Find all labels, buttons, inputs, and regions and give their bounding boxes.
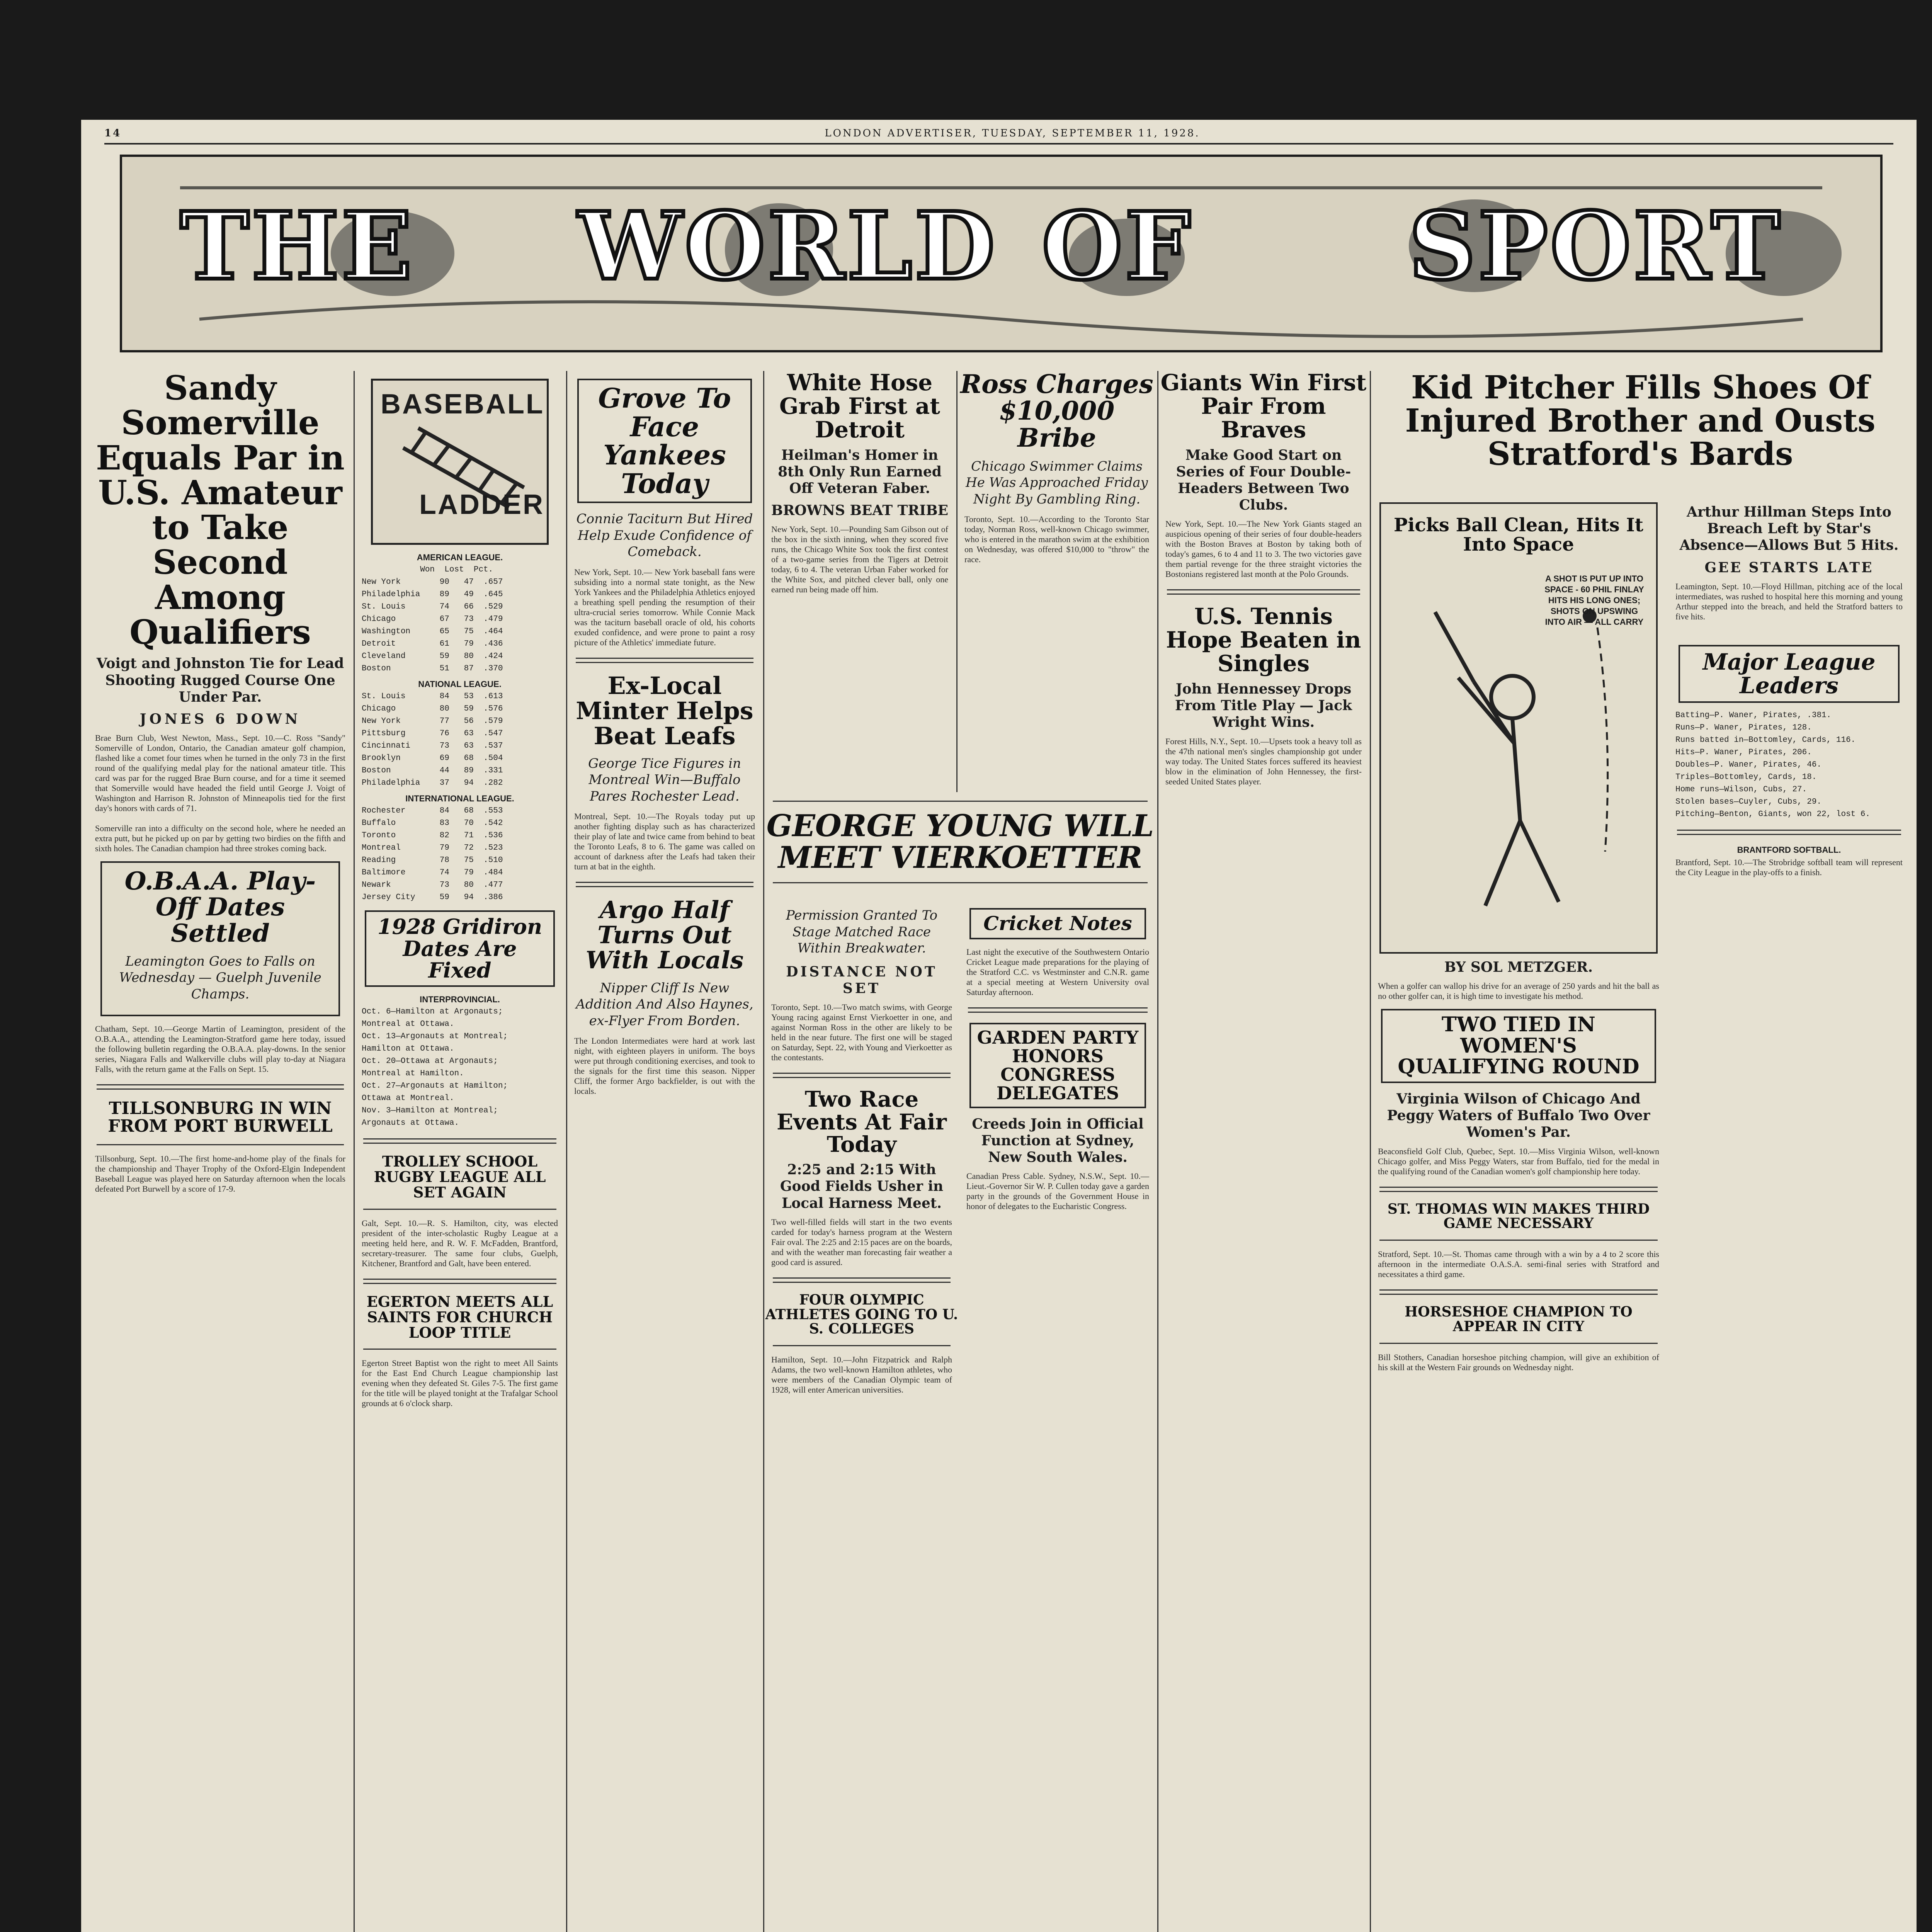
leader-row: Doubles—P. Waner, Pirates, 46. [1675,760,1822,769]
story-two-race: Two well-filled fields will start in the two events carded for today's harness program at the Western Fair oval. The 2:25 and 2:15 paces are on the boards, and with the weather man forecasting fair weather a good card is assured. [771,1217,954,1267]
page-number: 14 [104,128,122,139]
story-trolley: Galt, Sept. 10.—R. S. Hamilton, city, was elected president of the inter-scholastic Rugby League at a meeting held here, and R. W. F. McFadden, Brantford, secretary-treasurer. The same four clubs, Guelph, Kitchener, Brantford and Galt, have been entered. [362,1218,560,1268]
story-st-thomas: Stratford, Sept. 10.—St. Thomas came through with a win by a 4 to 2 score this afternoon in the intermediate O.A.S.A. semi-final series with Stratford and necessitates a third game. [1378,1249,1662,1279]
cartoon-note: A SHOT IS PUT UP INTO SPACE - 60 PHIL FINLAY HITS HIS LONG ONES; SHOTS ON UPSWING INTO AIR — ALL CARRY [1544,574,1644,627]
headline-white-hose: White Hose Grab First at Detroit [779,371,940,443]
schedule-row: Hamilton at Ottawa. [362,1044,454,1054]
story-hillman: Leamington, Sept. 10.—Floyd Hillman, pitching ace of the local intermediates, was rushed to hospital here this morning and young Arthur stepped into the breach, and held the Stratford batters to five hits. [1675,581,1905,621]
story-somerville: Brae Burn Club, West Newton, Mass., Sept. 10.—C. Ross "Sandy" Somerville of London, Ontario, the Canadian amateur golf champion, flashed like a comet four times when he turned in the only 73 in the first round of the qualifying medal play for the national amateur title. This card was par for the rugged Brae Burn course, and for a time it seemed that Somerville would have headed the field until George J. Voigt of Washington and Harrison R. Johnston of Minneapolis tied for the first day's honors with cards of 71. Somerville ran into a difficulty on the second hole, where he needed an extra putt, but he picked up on par by getting two birdies on the fifth and sixth holes. The Canadian champion had three strokes coming back. [95,733,345,854]
headline-obaa: O.B.A.A. Play-Off Dates Settled [124,867,316,948]
band-young-vierkoetter [765,792,1155,1932]
banner-word-sport: SPORT [1409,192,1782,301]
deck-ross: Chicago Swimmer Claims He Was Approached Friday Night By Gambling Ring. [966,458,1148,507]
leader-row: Hits—P. Waner, Pirates, 206. [1675,748,1812,757]
standings-row: New York 77 56 .579 [362,717,503,726]
section-divider [1379,1343,1658,1344]
headline-cricket: Cricket Notes [983,912,1132,935]
headline-trolley: TROLLEY SCHOOL RUGBY LEAGUE ALL SET AGAIN [374,1153,546,1201]
deck-somerville: Voigt and Johnston Tie for Lead Shooting Rugged Course One Under Par. [96,655,344,705]
nl-standings [355,692,564,788]
standings-row: Reading 78 75 .510 [362,856,503,865]
kicker-gee: GEE STARTS LATE [1704,559,1874,576]
standings-row: Boston 44 89 .331 [362,766,503,775]
major-league-box [1679,645,1900,703]
gridiron-box [365,910,555,987]
standings-row: Buffalo 83 70 .542 [362,819,503,828]
schedule-row: Oct. 13—Argonauts at Montreal; [362,1032,508,1041]
schedule-row: Nov. 3—Hamilton at Montreal; [362,1106,498,1116]
story-horseshoe: Bill Stothers, Canadian horseshoe pitching champion, will give an exhibition of his skill at the Western Fair grounds on Wednesday night. [1378,1352,1662,1372]
standings-row: Newark 73 80 .477 [362,881,503,889]
deck-giants: Make Good Start on Series of Four Double-Headers Between Two Clubs. [1176,447,1351,514]
column-rule [1370,371,1371,1932]
cricket-box [969,908,1146,939]
deck-garden: Creeds Join in Official Function at Sydney, New South Wales. [972,1116,1144,1166]
section-divider [363,1349,556,1350]
section-divider [773,801,1148,802]
leader-row: Triples—Bottomley, Cards, 18. [1675,772,1817,782]
ladder-title-1: BASEBALL [381,389,544,420]
leader-row: Runs batted in—Bottomley, Cards, 116. [1675,735,1856,745]
kicker-jones: JONES 6 DOWN [139,711,301,727]
deck-two-tied: Virginia Wilson of Chicago And Peggy Waters of Buffalo Two Over Women's Par. [1387,1090,1650,1141]
folio-text: LONDON ADVERTISER, TUESDAY, SEPTEMBER 11, 1928. [825,128,1200,139]
il-standings [355,806,564,903]
story-giants: New York, Sept. 10.—The New York Giants staged an auspicious opening of their series of four double-headers with the Boston Braves at Boston by taking both of today's games, 6 to 4 and 11 to 3. The two victories gave them partial revenge for the three straight victories the Bostonians registered last month at the Polo Grounds. [1165,519,1364,579]
headline-two-race: Two Race Events At Fair Today [776,1086,947,1158]
standings-row: Cleveland 59 80 .424 [362,652,503,661]
two-tied-box [1381,1009,1656,1083]
headline-softball: BRANTFORD SOFTBALL. [1737,845,1841,855]
schedule-row: Argonauts at Ottawa. [362,1119,459,1128]
standings-row: St. Louis 74 66 .529 [362,602,503,611]
deck-hillman: Arthur Hillman Steps Into Breach Left by Star's Absence—Allows But 5 Hits. [1679,504,1899,554]
section-divider [773,1073,951,1078]
story-olympic: Hamilton, Sept. 10.—John Fitzpatrick and Ralph Adams, the two well-known Hamilton athletes, who were members of the Canadian Olympic team of 1928, will enter American universities. [771,1355,954,1395]
al-header: Won Lost Pct. [362,565,493,574]
column-ross [958,371,1155,788]
column-kid-pitcher [1372,371,1909,1932]
baseball-ladder-logo [371,379,549,545]
headline-kid-pitcher: Kid Pitcher Fills Shoes Of Injured Brother and Ousts Stratford's Bards [1405,371,1876,473]
headline-horseshoe: HORSESHOE CHAMPION TO APPEAR IN CITY [1405,1304,1633,1335]
kicker-distance: DISTANCE NOT SET [786,963,937,997]
cartoon-title: Picks Ball Clean, Hits It Into Space [1394,514,1643,556]
standings-row: New York 90 47 .657 [362,578,503,587]
standings-row: Montreal 79 72 .523 [362,844,503,852]
leader-row: Pitching—Benton, Giants, won 22, lost 6. [1675,810,1871,819]
young-story-column [765,900,958,1395]
section-divider [576,658,753,663]
section-divider [97,1084,344,1090]
headline-somerville: Sandy Somerville Equals Par in U.S. Amateur to Take Second Among Qualifiers [96,371,345,652]
section-divider [363,1209,556,1210]
column-rule [354,371,355,1932]
column-grove [568,371,761,1932]
deck-obaa: Leamington Goes to Falls on Wednesday — Guelph Juvenile Champs. [119,953,321,1002]
standings-row: Baltimore 74 79 .484 [362,868,503,877]
il-title: INTERNATIONAL LEAGUE. [405,794,514,803]
story-tennis: Forest Hills, N.Y., Sept. 10.—Upsets took a heavy toll as the 47th national men's singles championship got under way today. The United States forces suffered its heaviest blow in the elimination of John Hennessey, the first-seeded United States player. [1165,736,1364,786]
story-young: Toronto, Sept. 10.—Two match swims, with George Young racing against Ernst Vierkoetter in one, and against Norman Ross in the other are likely to be held in the near future. The first one will be staged on Saturday, Sept. 22, with Young and Vierkoetter as the contestants. [771,1002,954,1062]
newspaper-page [81,120,1917,1932]
column-somerville [89,371,352,1932]
headline-tennis: U.S. Tennis Hope Beaten in Singles [1166,603,1361,677]
headline-tillsonburg: TILLSONBURG IN WIN FROM PORT BURWELL [108,1099,333,1136]
column-white-hose [765,371,954,788]
headline-major-league: Major League Leaders [1702,648,1876,699]
section-divider [773,1345,951,1346]
nl-title: NATIONAL LEAGUE. [418,679,502,689]
story-two-tied: Beaconsfield Golf Club, Quebec, Sept. 10.—Miss Virginia Wilson, well-known Chicago golfer, and Miss Peggy Waters, star from Buffalo, tied for the medal in the qualifying round of the Canadian women's golf championship here today. [1378,1146,1662,1176]
major-league-list [1669,711,1909,820]
story-softball: Brantford, Sept. 10.—The Strobridge softball team will represent the City League in the play-offs to a finish. [1675,857,1905,877]
story-egerton: Egerton Street Baptist won the right to meet All Saints for the East End Church League championship last evening when they defeated St. Giles 7-5. The first game for the title will be played tonight at the Trafalgar School grounds at 6 o'clock sharp. [362,1358,560,1408]
story-cricket: Last night the executive of the Southwestern Ontario Cricket League made preparations for the playing of the Stratford C.C. vs Westminster and C.N.R. game at a special meeting at Western University oval Saturday afternoon. [966,947,1151,997]
schedule-row: Ottawa at Montreal. [362,1094,454,1103]
standings-row: Brooklyn 69 68 .504 [362,754,503,763]
leader-row: Runs—P. Waner, Pirates, 128. [1675,723,1812,732]
schedule-row: Oct. 6—Hamilton at Argonauts; [362,1007,503,1017]
standings-row: St. Louis 84 53 .613 [362,692,503,701]
headline-st-thomas: ST. THOMAS WIN MAKES THIRD GAME NECESSARY [1387,1201,1650,1232]
leader-row: Home runs—Wilson, Cubs, 27. [1675,785,1807,794]
deck-tennis: John Hennessey Drops From Title Play — Jack Wright Wins. [1175,681,1352,731]
standings-row: Philadelphia 37 94 .282 [362,779,503,787]
banner-word-of: OF [1042,192,1193,301]
deck-grove: Connie Taciturn But Hired Help Exude Confidence of Comeback. [576,511,753,560]
column-rule [1157,371,1158,1932]
column-rule [763,371,764,1932]
section-divider [576,882,753,887]
schedule-row: Montreal at Hamilton. [362,1069,464,1078]
standings-row: Toronto 82 71 .536 [362,831,503,840]
headline-garden: GARDEN PARTY HONORS CONGRESS DELEGATES [977,1027,1139,1104]
al-title: AMERICAN LEAGUE. [417,553,503,562]
headline-grove: Grove To Face Yankees Today [598,382,731,500]
kicker-browns: BROWNS BEAT TRIBE [771,502,949,519]
standings-row: Jersey City 59 94 .386 [362,893,503,902]
story-ross: Toronto, Sept. 10.—According to the Toronto Star today, Norman Ross, well-known Chicago swimmer, who is entered in the marathon swim at the exhibition on Wednesday, was offered $10,000 to "throw" the race. [964,514,1151,565]
headline-two-tied: TWO TIED IN WOMEN'S QUALIFYING ROUND [1398,1013,1639,1079]
story-argo-half: The London Intermediates were hard at work last night, with eighteen players in uniform. The boys were put through conditioning exercises, and took to the signals for the first time this season. Nipper Cliff, the former Argo backfielder, is out with the locals. [574,1036,757,1096]
section-divider [1677,830,1901,835]
schedule-row: Montreal at Ottawa. [362,1020,454,1029]
obaa-box [100,861,340,1016]
cricket-column [960,900,1155,1211]
standings-row: Boston 51 87 .370 [362,664,503,673]
column-giants [1159,371,1368,1932]
story-garden: Canadian Press Cable. Sydney, N.S.W., Sept. 10.—Lieut.-Governor Sir W. P. Cullen today gave a garden party in the grounds of the Government House in honor of delegates to the Eucharistic Congress. [966,1171,1151,1211]
folio-line [104,128,1893,145]
section-divider [97,1144,344,1145]
headline-gridiron: 1928 Gridiron Dates Are Fixed [377,914,543,983]
section-divider [1379,1240,1658,1241]
column-standings [355,371,564,1932]
standings-row: Cincinnati 73 63 .537 [362,742,503,750]
section-divider [1167,589,1360,595]
standings-row: Detroit 61 79 .436 [362,639,503,648]
standings-row: Philadelphia 89 49 .645 [362,590,503,599]
gridiron-schedule [355,1007,564,1128]
section-divider [363,1279,556,1284]
headline-ex-local-minter: Ex-Local Minter Helps Beat Leafs [576,671,753,750]
leader-row: Stolen bases—Cuyler, Cubs, 29. [1675,797,1822,806]
ladder-title-2: LADDER [419,489,544,520]
byline-metzger: BY SOL METZGER. [1444,959,1593,975]
leader-row: Batting—P. Waner, Pirates, .381. [1675,711,1832,720]
story-tillsonburg: Tillsonburg, Sept. 10.—The first home-and-home play of the finals for the championship and Thayer Trophy of the Oxford-Elgin Independent Baseball League was played here on Saturday afternoon when the locals defeated Port Burwell by a score of 17-9. [95,1153,348,1194]
story-grove: New York, Sept. 10.— New York baseball fans were subsiding into a normal state tonight, as the New York Yankees and the Philadelphia Athletics enjoyed a breathing spell pending the resumption of their ultra-crucial series tomorrow. While Connie Mack was the taciturn baseball oracle of old, his cohorts exuded confidence, and were prone to paint a rosy picture of the Athletics' immediate future. [574,567,757,647]
al-standings [355,577,564,674]
headline-egerton: EGERTON MEETS ALL SAINTS FOR CHURCH LOOP TITLE [366,1293,553,1341]
deck-two-race: 2:25 and 2:15 With Good Fields Usher in Local Harness Meet. [780,1162,944,1211]
schedule-row: Oct. 27—Argonauts at Hamilton; [362,1082,508,1091]
section-divider [1379,1289,1658,1295]
deck-white-hose: Heilman's Homer in 8th Only Run Earned Off Veteran Faber. [778,447,942,497]
section-divider [968,1007,1148,1013]
metzger-cartoon [1379,502,1658,954]
deck-ex-local-minter: George Tice Figures in Montreal Win—Buffalo Pares Rochester Lead. [588,755,741,804]
golfer-drawing-icon [1396,581,1644,921]
standings-row: Pittsburg 76 63 .547 [362,729,503,738]
garden-box [969,1023,1146,1108]
cartoon-column [1372,498,1665,1372]
story-ex-local-minter: Montreal, Sept. 10.—The Royals today put up another fighting display such as has characterized their play of late and twice came from behind to beat the Toronto Leafs, 8 to 6. The game was called on account of darkness after the Leafs had taken their turn at bat in the eighth. [574,811,757,872]
headline-argo-half: Argo Half Turns Out With Locals [585,896,744,975]
column-rule [566,371,567,1932]
deck-young: Permission Granted To Stage Matched Race Within Breakwater. [786,908,938,956]
headline-giants: Giants Win First Pair From Braves [1160,371,1367,443]
story-metzger: When a golfer can wallop his drive for an average of 250 yards and hit the ball as no other golfer can, it is high time to investigate his method. [1378,981,1662,1001]
headline-olympic: FOUR OLYMPIC ATHLETES GOING TO U. S. COLLEGES [765,1291,958,1337]
standings-row: Chicago 80 59 .576 [362,704,503,713]
section-divider [773,882,1148,883]
grove-box [577,379,752,503]
standings-row: Chicago 67 73 .479 [362,615,503,624]
standings-row: Rochester 84 68 .553 [362,806,503,815]
section-divider [773,1277,951,1283]
standings-row: Washington 65 75 .464 [362,627,503,636]
headline-young-vierkoetter: GEORGE YOUNG WILL MEET VIERKOETTER [766,808,1154,875]
story-white-hose: New York, Sept. 10.—Pounding Sam Gibson out of the box in the sixth inning, when they scored five runs, the Chicago White Sox took the first contest of a two-game series from the Tigers at Detroit today, 6 to 4. The veteran Urban Faber worked for the White Sox, and pitched clever ball, only one earned run being made off him. [771,524,951,595]
deck-argo-half: Nipper Cliff Is New Addition And Also Haynes, ex-Flyer From Borden. [576,980,753,1029]
banner-word-world: WORLD [578,192,997,301]
section-divider [363,1138,556,1144]
headline-ross: Ross Charges $10,000 Bribe [960,371,1153,453]
section-divider [1379,1187,1658,1192]
world-of-sport-banner [120,155,1883,352]
story-obaa: Chatham, Sept. 10.—George Martin of Leamington, president of the O.B.A.A., attending the Leamington-Stratford game here today, issued the following bulletin regarding the O.B.A.A. play-downs. In the senior series, Niagara Falls and Walkerville clubs will play to-day at Niagara Falls, with the return game at the Falls on Sept. 15. [95,1024,348,1074]
banner-word-the: THE [180,192,415,301]
gridiron-title: INTERPROVINCIAL. [420,995,500,1005]
hillman-column [1669,498,1909,878]
schedule-row: Oct. 20—Ottawa at Argonauts; [362,1057,498,1066]
